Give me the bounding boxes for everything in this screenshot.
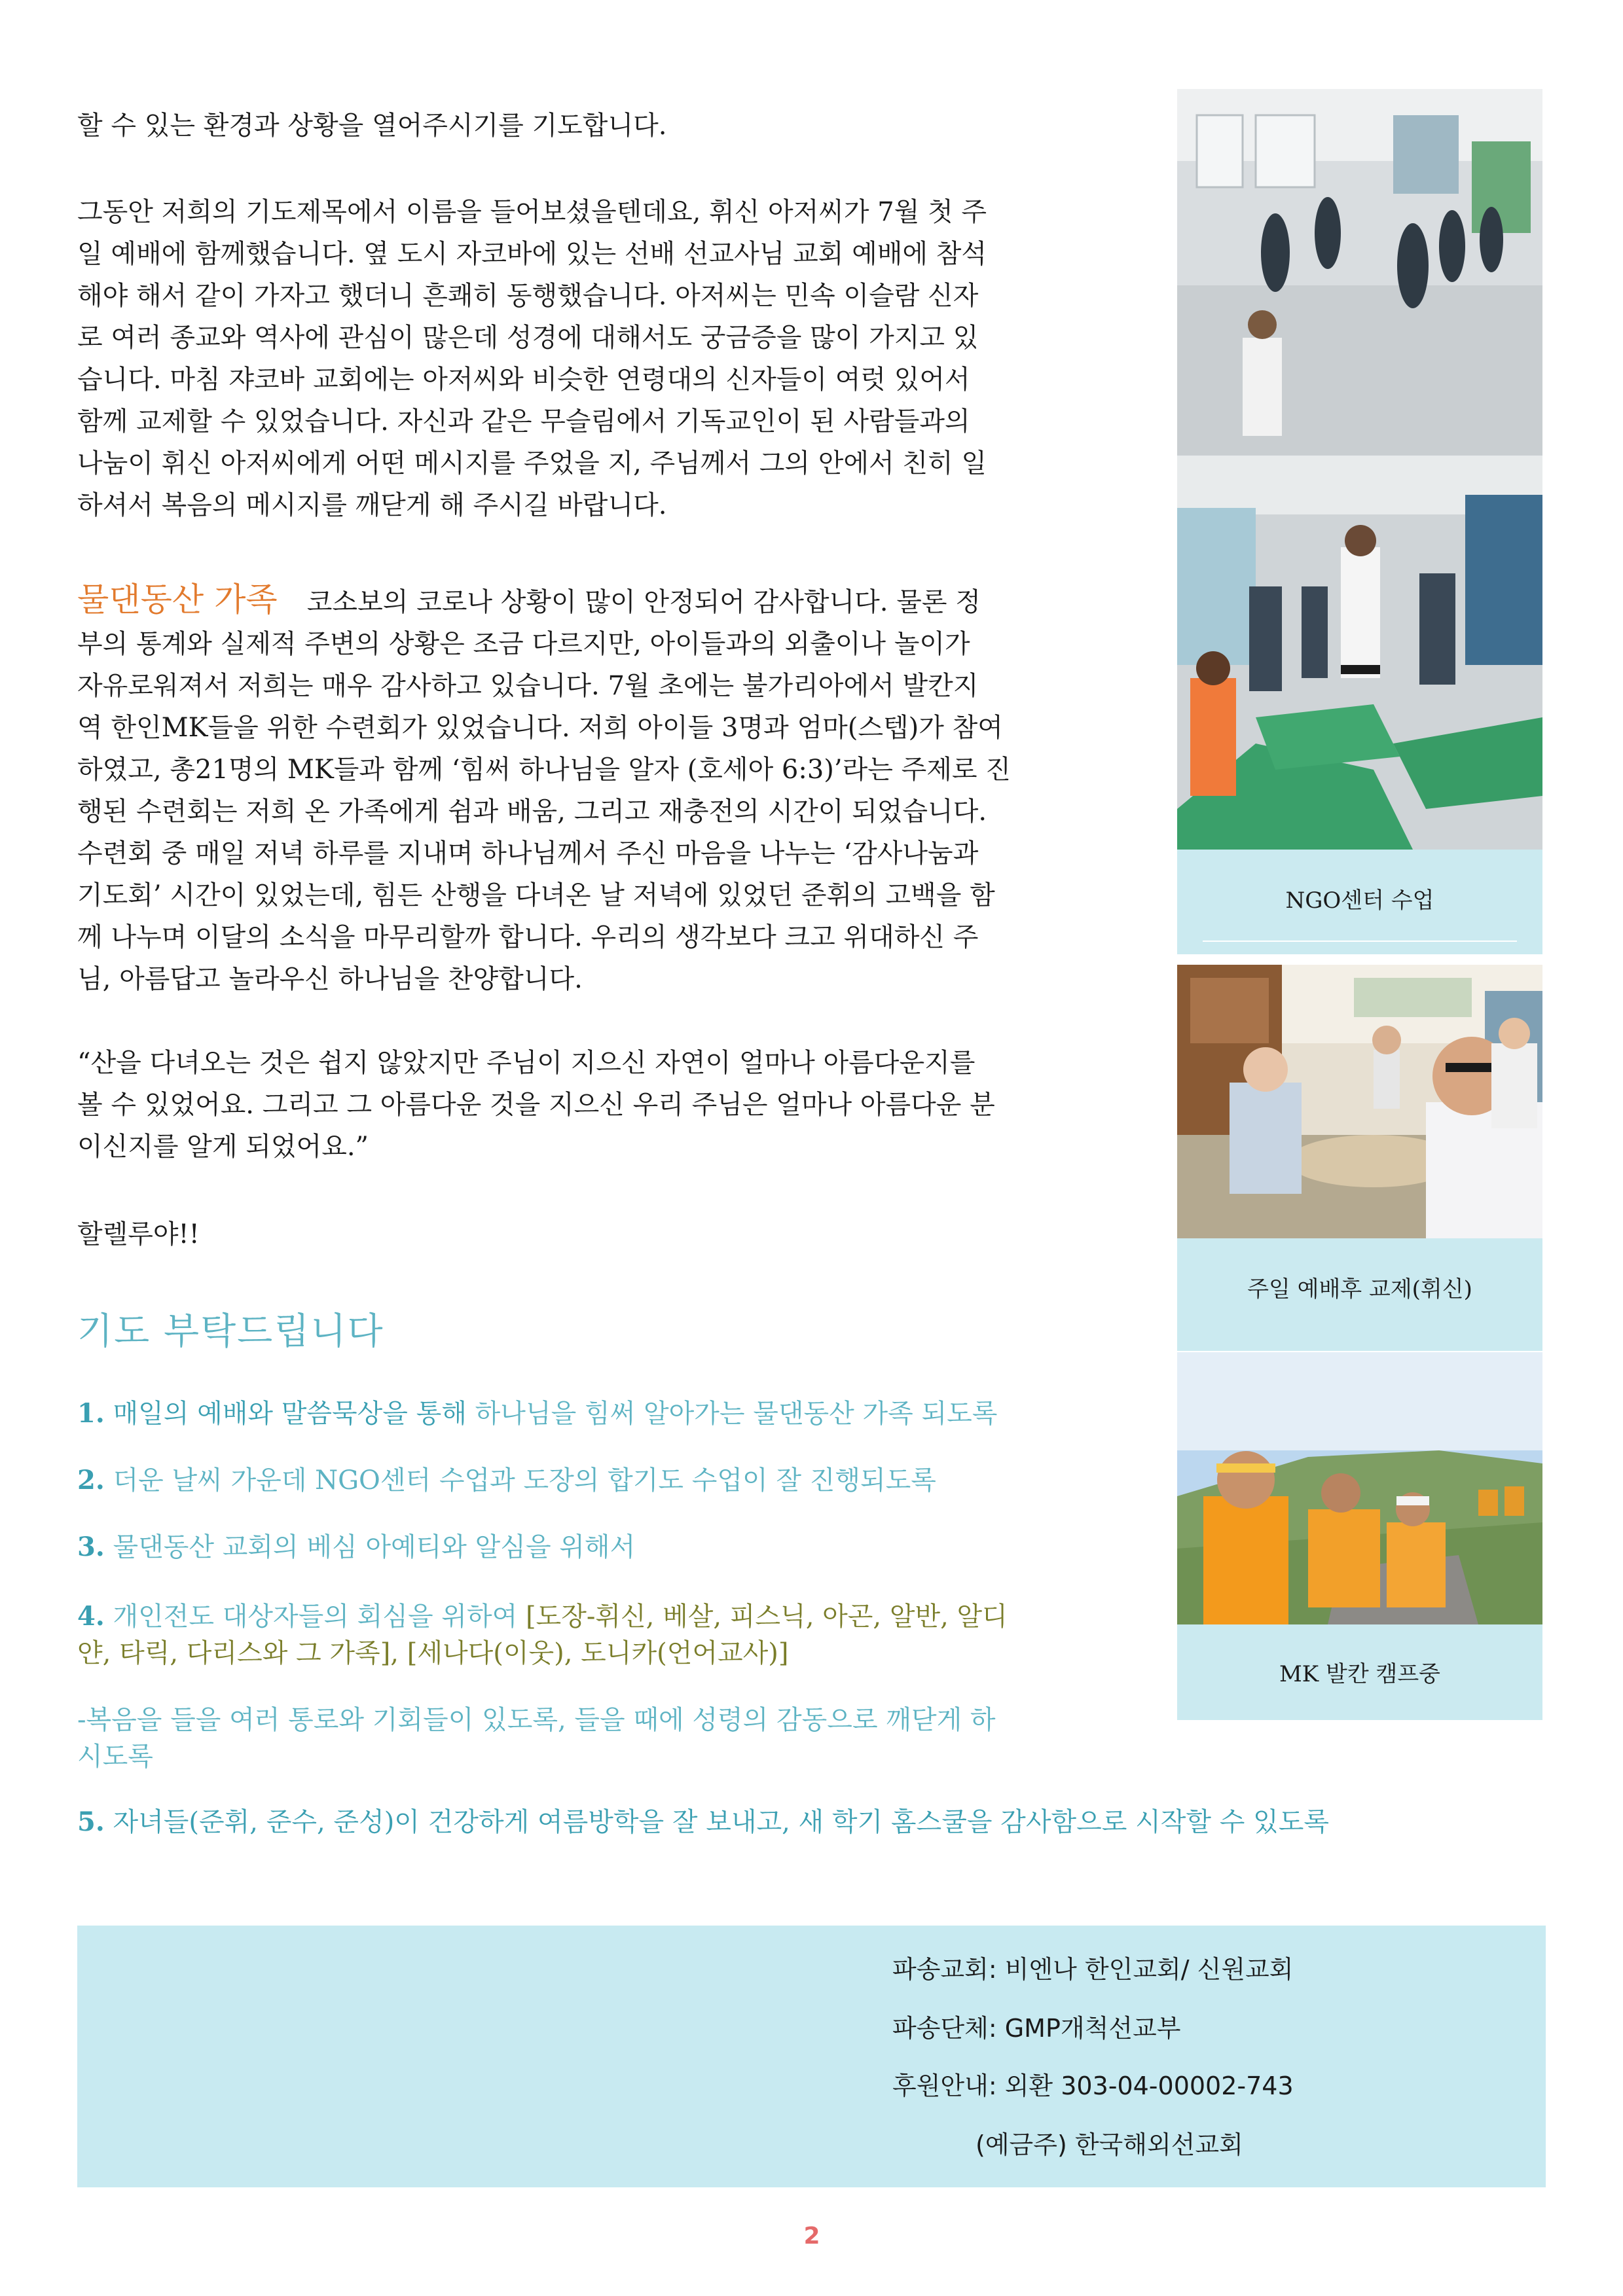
photo-sunday-fellowship: [1177, 965, 1542, 1238]
prayer-text: 개인전도 대상자들의 회심을 위하여: [104, 1602, 526, 1632]
prayer-item-4: [77, 1598, 1151, 1672]
caption-fellowship: 주일 예배후 교제(휘신): [1247, 1276, 1472, 1302]
paragraph-visit: 그동안 저희의 기도제목에서 이름을 들어보셨을텐데요, 휘신 아저씨가 7월 첫 주 일 예배에 함께했습니다. 옆 도시 자코바에 있는 선배 선교사님 교회 예배에 참석 해야 해서 같이 가자고 했더니 흔쾌히 동행했습니다. 아저씨는 민속 이슬람 신자 로 여러 종교와 역사에 관심이 많은데 성경에 대해서도 궁금증을 많이 가지고 있 습니다. 마침 쟈코바 교회에는 아저씨와 비슷한 연령대의 신자들이 여럿 있어서 함께 교제할 수 있었습니다. 자신과 같은 무슬림에서 기독교인이 된 사람들과의 나눔이 휘신 아저씨에게 어떤 메시지를 주었을 지, 주님께서 그의 안에서 친히 일 하셔서 복음의 메시지를 깨닫게 해 주시길 바랍니다.: [77, 197, 987, 520]
sending-organization: 파송단체: GMP개척선교부: [892, 2014, 1181, 2043]
caption-box-3: [1177, 1624, 1542, 1720]
caption-box-2: [1177, 1238, 1542, 1351]
caption-divider: [1203, 941, 1517, 942]
account-holder: (예금주) 한국해외선교회: [976, 2130, 1243, 2159]
hallelujah: 할렐루야!!: [77, 1219, 200, 1249]
family-paragraph: 부의 통계와 실제적 주변의 상황은 조금 다르지만, 아이들과의 외출이나 놀이가 자유로워져서 저희는 매우 감사하고 있습니다. 7월 초에는 불가리아에서 발칸지 역 한인MK들을 위한 수련회가 있었습니다. 저희 아이들 3명과 엄마(스텝)가 참여 하였고, 총21명의 MK들과 함께 ‘힘써 하나님을 알자 (호세아 6:3)’라는 주제로 진 행된 수련회는 저희 온 가족에게 쉼과 배움, 그리고 재충전의 시간이 되었습니다. 수련회 중 매일 저녁 하루를 지내며 하나님께서 주신 마음을 나누는 ‘감사나눔과 기도회’ 시간이 있었는데, 힘든 산행을 다녀온 날 저녁에 있었던 준휘의 고백을 함 께 나누며 이달의 소식을 마무리할까 합니다. 우리의 생각보다 크고 위대하신 주 님, 아름답고 놀라우신 하나님을 찬양합니다.: [77, 629, 1011, 994]
family-section: [77, 573, 1151, 620]
page-number: 2: [803, 2223, 820, 2250]
prayer-item-2: [77, 1462, 1151, 1499]
caption-box-1: [1177, 850, 1542, 954]
caption-camp: MK 발칸 캠프중: [1279, 1661, 1441, 1687]
prayer-number: 4.: [77, 1601, 105, 1632]
prayer-item-3: [77, 1529, 1151, 1566]
prayer-number: 3.: [77, 1532, 105, 1562]
prayer-item-1: [77, 1395, 1151, 1432]
support-info-box: [77, 1926, 1546, 2187]
photo-ngo-class: [1177, 89, 1542, 850]
photo-mk-camp-image: [1177, 1352, 1542, 1624]
prayer-text: 자녀들(준휘, 준수, 준성)이 건강하게 여름방학을 잘 보내고, 새 학기 홈스쿨을 감사함으로 시작할 수 있도록: [104, 1807, 1330, 1837]
prayer-number: 5.: [77, 1806, 105, 1837]
prayer-names: [도장-휘신, 베살, 피스닉, 아곤, 알반, 알디 얀, 타릭, 다리스와 그 가족], [세나다(이웃), 도니카(언어교사)]: [77, 1602, 1008, 1668]
family-heading: 물댄동산 가족: [77, 581, 278, 619]
prayer-text: 매일의 예배와 말씀묵상을 통해: [104, 1399, 475, 1429]
support-account: 후원안내: 외환 303-04-00002-743: [892, 2072, 1294, 2100]
prayer-text: 물댄동산 교회의 베심 아예티와 알심을 위해서: [104, 1532, 636, 1562]
family-first-line: 코소보의 코로나 상황이 많이 안정되어 감사합니다. 물론 정: [306, 587, 981, 617]
quote: “산을 다녀오는 것은 쉽지 않았지만 주님이 지으신 자연이 얼마나 아름다운지를 볼 수 있었어요. 그리고 그 아름다운 것을 지으신 우리 주님은 얼마나 아름다운 분 이신지를 알게 되었어요.”: [77, 1048, 995, 1162]
photo-sunday-fellowship-image: [1177, 965, 1542, 1238]
photo-mk-camp: [1177, 1352, 1542, 1624]
prayer-item-5: [77, 1804, 1557, 1840]
prayer-heading: 기도 부탁드립니다: [77, 1310, 384, 1353]
prayer-text: 하나님을 힘써 알아가는 물댄동산 가족 되도록: [475, 1399, 998, 1429]
intro-line: 할 수 있는 환경과 상황을 열어주시기를 기도합니다.: [77, 111, 667, 141]
photo-ngo-class-image: [1177, 89, 1542, 850]
prayer-text: 더운 날씨 가운데 NGO센터 수업과 도장의 합기도 수업이 잘 진행되도록: [104, 1465, 936, 1496]
sending-church: 파송교회: 비엔나 한인교회/ 신원교회: [892, 1955, 1294, 1984]
prayer-item-4-sub: -복음을 들을 여러 통로와 기회들이 있도록, 들을 때에 성령의 감동으로 깨닫게 하 시도록: [77, 1705, 996, 1772]
prayer-number: 1.: [77, 1398, 105, 1429]
prayer-number: 2.: [77, 1465, 105, 1496]
caption-ngo: NGO센터 수업: [1285, 888, 1434, 914]
